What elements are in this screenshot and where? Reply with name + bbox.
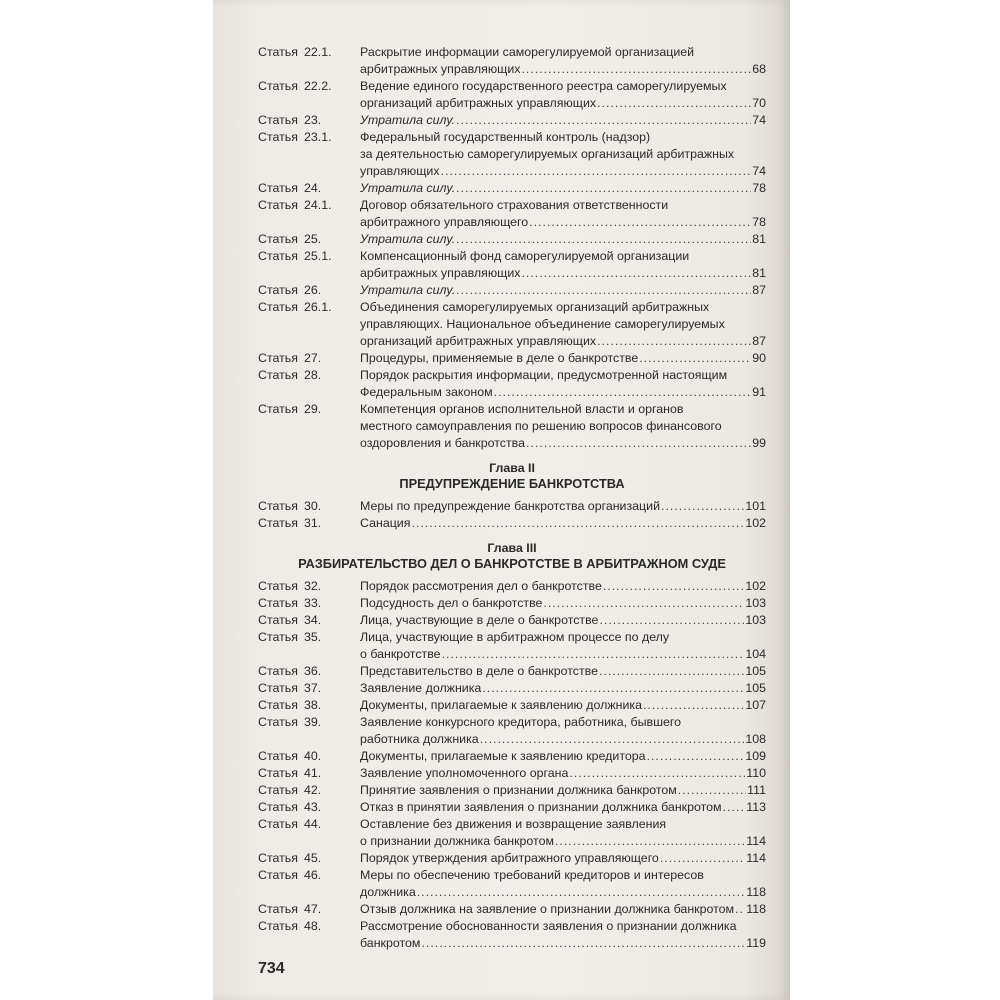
article-number: 26.: [304, 283, 322, 297]
article-label: Статья: [258, 499, 298, 513]
entry-page-number: 103: [745, 596, 766, 610]
entry-page-number: 103: [745, 613, 766, 627]
entry-last-line: [360, 833, 766, 850]
entry-last-line: [360, 595, 766, 612]
toc-entry: [258, 612, 766, 629]
entry-title-line: за деятельностью саморегулируемых организаций арбитражных: [360, 147, 735, 161]
entry-page-number: 111: [747, 783, 766, 797]
dot-leader: [411, 515, 744, 532]
entry-page-number: 105: [745, 664, 766, 678]
entry-last-line: [360, 498, 766, 515]
article-label: Статья: [258, 715, 298, 729]
entry-page-number: 113: [746, 800, 766, 814]
dot-leader: [543, 595, 744, 612]
toc-entry: [258, 629, 766, 663]
dot-leader: [456, 180, 751, 197]
article-number: 33.: [304, 596, 322, 610]
toc-entry: [258, 515, 766, 532]
entry-body: [360, 765, 766, 782]
entry-title-line: арбитражных управляющих: [360, 62, 521, 76]
entry-title-line: организаций арбитражных управляющих: [360, 334, 597, 348]
entry-title-line: Порядок утверждения арбитражного управляющего: [360, 851, 659, 865]
toc-entry: [258, 782, 766, 799]
toc-entry: [258, 578, 766, 595]
toc-entry: [258, 180, 766, 197]
toc-entry: [258, 901, 766, 918]
toc-entry: [258, 680, 766, 697]
dot-leader: [603, 578, 744, 595]
entry-last-line: [360, 515, 766, 532]
page-number: 734: [258, 960, 285, 977]
dot-leader: [456, 282, 751, 299]
entry-page-number: 87: [752, 334, 766, 348]
entry-page-number: 104: [745, 647, 766, 661]
toc-entry: [258, 367, 766, 401]
entry-last-line: [360, 231, 766, 248]
article-label: Статья: [258, 351, 298, 365]
entry-body: [360, 578, 766, 595]
entry-title-line: Отзыв должника на заявление о признании должника банкротом: [360, 902, 735, 916]
article-number: 31.: [304, 516, 322, 530]
article-number: 42.: [304, 783, 322, 797]
entry-title-line: Заявление уполномоченного органа: [360, 766, 569, 780]
article-label: Статья: [258, 902, 298, 916]
chapter-heading: [258, 460, 766, 492]
toc-entry: [258, 299, 766, 350]
article-label: Статья: [258, 300, 298, 314]
entry-page-number: 109: [745, 749, 766, 763]
entry-title-line: оздоровления и банкротства: [360, 436, 525, 450]
dot-leader: [735, 901, 745, 918]
entry-title-line: Процедуры, применяемые в деле о банкротстве: [360, 351, 639, 365]
entry-last-line: [360, 282, 766, 299]
entry-last-line: [360, 612, 766, 629]
toc-entry: [258, 44, 766, 78]
entry-title-line: Утратила силу.: [360, 181, 456, 195]
dot-leader: [647, 748, 745, 765]
article-number: 34.: [304, 613, 322, 627]
article-label: Статья: [258, 402, 298, 416]
article-number: 47.: [304, 902, 322, 916]
entry-page-number: 78: [752, 181, 766, 195]
article-label: Статья: [258, 766, 298, 780]
toc-entry: [258, 867, 766, 901]
article-label: Статья: [258, 596, 298, 610]
dot-leader: [529, 214, 751, 231]
entry-title-line: Лица, участвующие в деле о банкротстве: [360, 613, 599, 627]
entry-page-number: 101: [745, 499, 766, 513]
entry-last-line: [360, 935, 766, 952]
article-number: 36.: [304, 664, 322, 678]
entry-page-number: 114: [746, 834, 766, 848]
entry-last-line: [360, 731, 766, 748]
entry-page-number: 87: [752, 283, 766, 297]
article-number: 38.: [304, 698, 322, 712]
entry-title-line: арбитражных управляющих: [360, 266, 521, 280]
dot-leader: [521, 265, 751, 282]
entry-body: [360, 782, 766, 799]
chapter-title: РАЗБИРАТЕЛЬСТВО ДЕЛ О БАНКРОТСТВЕ В АРБИТРАЖНОМ СУДЕ: [298, 556, 726, 571]
entry-last-line: [360, 799, 766, 816]
entry-title-line: Документы, прилагаемые к заявлению должника: [360, 698, 642, 712]
dot-leader: [480, 731, 745, 748]
entry-page-number: 81: [752, 266, 766, 280]
dot-leader: [456, 112, 751, 129]
entry-title-line: Представительство в деле о банкротстве: [360, 664, 598, 678]
article-number: 41.: [304, 766, 322, 780]
dot-leader: [597, 95, 751, 112]
entry-page-number: 119: [746, 936, 766, 950]
chapter-number: Глава III: [487, 541, 537, 555]
article-number: 45.: [304, 851, 322, 865]
entry-body: [360, 816, 766, 850]
entry-title-line: работника должника: [360, 732, 479, 746]
article-number: 29.: [304, 402, 322, 416]
entry-page-number: 99: [752, 436, 766, 450]
dot-leader: [456, 231, 751, 248]
entry-last-line: [360, 61, 766, 78]
entry-body: [360, 697, 766, 714]
article-number: 26.1.: [304, 300, 332, 314]
dot-leader: [421, 935, 745, 952]
entry-last-line: [360, 646, 766, 663]
entry-title-line: о банкротстве: [360, 647, 441, 661]
entry-title-line: Федеральным законом: [360, 385, 493, 399]
dot-leader: [661, 498, 744, 515]
article-label: Статья: [258, 630, 298, 644]
article-number: 48.: [304, 919, 322, 933]
article-number: 35.: [304, 630, 322, 644]
toc-entry: [258, 231, 766, 248]
entry-title-line: Санация: [360, 516, 411, 530]
entry-title-line: Подсудность дел о банкротстве: [360, 596, 543, 610]
entry-last-line: [360, 901, 766, 918]
entry-last-line: [360, 333, 766, 350]
toc-entry: [258, 595, 766, 612]
entry-last-line: [360, 95, 766, 112]
entry-page-number: 110: [746, 766, 766, 780]
entry-title-line: Ведение единого государственного реестра саморегулируемых: [360, 79, 727, 93]
entry-title-line: Заявление конкурсного кредитора, работника, бывшего: [360, 715, 682, 729]
dot-leader: [660, 850, 745, 867]
entry-body: [360, 248, 766, 282]
article-label: Статья: [258, 851, 298, 865]
entry-last-line: [360, 850, 766, 867]
entry-last-line: [360, 350, 766, 367]
entry-title-line: Компетенция органов исполнительной власти и органов: [360, 402, 684, 416]
toc-entry: [258, 799, 766, 816]
entry-title-line: Порядок раскрытия информации, предусмотренной настоящим: [360, 368, 728, 382]
article-label: Статья: [258, 783, 298, 797]
entry-body: [360, 748, 766, 765]
entry-title-line: организаций арбитражных управляющих: [360, 96, 597, 110]
entry-last-line: [360, 435, 766, 452]
entry-body: [360, 680, 766, 697]
entry-page-number: 68: [752, 62, 766, 76]
entry-last-line: [360, 578, 766, 595]
entry-body: [360, 44, 766, 78]
article-label: Статья: [258, 800, 298, 814]
article-label: Статья: [258, 749, 298, 763]
toc-entry: [258, 816, 766, 850]
article-label: Статья: [258, 919, 298, 933]
article-label: Статья: [258, 45, 298, 59]
entry-last-line: [360, 214, 766, 231]
entry-last-line: [360, 748, 766, 765]
entry-body: [360, 612, 766, 629]
entry-page-number: 74: [752, 164, 766, 178]
entry-page-number: 81: [752, 232, 766, 246]
entry-last-line: [360, 663, 766, 680]
entry-title-line: о признании должника банкротом: [360, 834, 554, 848]
article-number: 22.2.: [304, 79, 332, 93]
toc-entry: [258, 765, 766, 782]
entry-body: [360, 498, 766, 515]
entry-title-line: Утратила силу.: [360, 113, 456, 127]
dot-leader: [678, 782, 746, 799]
article-label: Статья: [258, 579, 298, 593]
toc-entry: [258, 401, 766, 452]
dot-leader: [639, 350, 751, 367]
entry-page-number: 114: [746, 851, 766, 865]
entry-title-line: Меры по обеспечению требований кредиторов и интересов: [360, 868, 704, 882]
entry-page-number: 105: [745, 681, 766, 695]
entry-body: [360, 629, 766, 663]
chapter-title: ПРЕДУПРЕЖДЕНИЕ БАНКРОТСТВА: [399, 476, 625, 491]
entry-title-line: Федеральный государственный контроль (надзор): [360, 130, 651, 144]
toc-entry: [258, 697, 766, 714]
entry-last-line: [360, 697, 766, 714]
entry-title-line: Документы, прилагаемые к заявлению кредитора: [360, 749, 646, 763]
entry-body: [360, 663, 766, 680]
article-number: 32.: [304, 579, 322, 593]
table-of-contents: [258, 44, 766, 952]
toc-entry: [258, 197, 766, 231]
entry-last-line: [360, 112, 766, 129]
entry-body: [360, 282, 766, 299]
dot-leader: [526, 435, 751, 452]
article-number: 28.: [304, 368, 322, 382]
entry-page-number: 91: [752, 385, 766, 399]
entry-page-number: 118: [746, 885, 766, 899]
entry-last-line: [360, 180, 766, 197]
entry-last-line: [360, 765, 766, 782]
article-number: 24.1.: [304, 198, 332, 212]
toc-entry: [258, 78, 766, 112]
article-number: 23.: [304, 113, 322, 127]
article-label: Статья: [258, 130, 298, 144]
entry-title-line: должника: [360, 885, 416, 899]
article-number: 30.: [304, 499, 322, 513]
chapter-number: Глава II: [489, 461, 535, 475]
entry-page-number: 74: [752, 113, 766, 127]
article-label: Статья: [258, 79, 298, 93]
entry-title-line: Порядок рассмотрения дел о банкротстве: [360, 579, 602, 593]
article-number: 44.: [304, 817, 322, 831]
entry-body: [360, 918, 766, 952]
entry-title-line: Отказ в принятии заявления о признании должника банкротом: [360, 800, 722, 814]
entry-title-line: Утратила силу.: [360, 232, 456, 246]
article-label: Статья: [258, 113, 298, 127]
entry-body: [360, 299, 766, 350]
toc-entry: [258, 282, 766, 299]
entry-title-line: банкротом: [360, 936, 421, 950]
entry-title-line: Принятие заявления о признании должника банкротом: [360, 783, 677, 797]
toc-entry: [258, 850, 766, 867]
entry-body: [360, 515, 766, 532]
entry-title-line: Утратила силу.: [360, 283, 456, 297]
toc-entry: [258, 129, 766, 180]
toc-entry: [258, 248, 766, 282]
dot-leader: [597, 333, 751, 350]
article-label: Статья: [258, 664, 298, 678]
entry-body: [360, 901, 766, 918]
entry-body: [360, 799, 766, 816]
article-label: Статья: [258, 868, 298, 882]
article-number: 43.: [304, 800, 322, 814]
dot-leader: [643, 697, 744, 714]
entry-body: [360, 714, 766, 748]
entry-body: [360, 401, 766, 452]
entry-body: [360, 197, 766, 231]
toc-entry: [258, 714, 766, 748]
toc-entry: [258, 663, 766, 680]
entry-body: [360, 867, 766, 901]
article-label: Статья: [258, 613, 298, 627]
article-label: Статья: [258, 181, 298, 195]
article-label: Статья: [258, 368, 298, 382]
article-label: Статья: [258, 698, 298, 712]
entry-body: [360, 350, 766, 367]
entry-title-line: Рассмотрение обоснованности заявления о признании должника: [360, 919, 737, 933]
entry-page-number: 118: [746, 902, 766, 916]
article-number: 37.: [304, 681, 322, 695]
entry-title-line: местного самоуправления по решению вопросов финансового: [360, 419, 722, 433]
dot-leader: [599, 663, 744, 680]
entry-page-number: 107: [745, 698, 766, 712]
entry-page-number: 108: [745, 732, 766, 746]
article-number: 25.1.: [304, 249, 332, 263]
entry-body: [360, 231, 766, 248]
article-label: Статья: [258, 198, 298, 212]
entry-body: [360, 180, 766, 197]
article-number: 23.1.: [304, 130, 332, 144]
article-label: Статья: [258, 516, 298, 530]
entry-title-line: управляющих. Национальное объединение саморегулируемых: [360, 317, 725, 331]
toc-entry: [258, 350, 766, 367]
article-label: Статья: [258, 817, 298, 831]
toc-entry: [258, 112, 766, 129]
entry-title-line: арбитражного управляющего: [360, 215, 529, 229]
entry-last-line: [360, 265, 766, 282]
dot-leader: [442, 646, 745, 663]
toc-entry: [258, 498, 766, 515]
entry-title-line: Договор обязательного страхования ответственности: [360, 198, 669, 212]
dot-leader: [599, 612, 744, 629]
dot-leader: [521, 61, 751, 78]
article-label: Статья: [258, 681, 298, 695]
entry-title-line: управляющих: [360, 164, 440, 178]
entry-last-line: [360, 163, 766, 180]
dot-leader: [569, 765, 745, 782]
entry-title-line: Раскрытие информации саморегулируемой организацией: [360, 45, 695, 59]
entry-title-line: Объединения саморегулируемых организаций арбитражных: [360, 300, 710, 314]
entry-title-line: Заявление должника: [360, 681, 482, 695]
entry-last-line: [360, 384, 766, 401]
chapter-heading: [258, 540, 766, 572]
dot-leader: [441, 163, 752, 180]
dot-leader: [494, 384, 752, 401]
entry-body: [360, 367, 766, 401]
article-number: 40.: [304, 749, 322, 763]
dot-leader: [723, 799, 746, 816]
entry-body: [360, 850, 766, 867]
article-number: 46.: [304, 868, 322, 882]
entry-page-number: 102: [745, 579, 766, 593]
entry-page-number: 102: [745, 516, 766, 530]
article-label: Статья: [258, 283, 298, 297]
entry-page-number: 90: [752, 351, 766, 365]
entry-last-line: [360, 884, 766, 901]
toc-entry: [258, 748, 766, 765]
entry-title-line: Меры по предупреждение банкротства организаций: [360, 499, 660, 513]
entry-page-number: 78: [752, 215, 766, 229]
article-number: 25.: [304, 232, 322, 246]
toc-entry: [258, 918, 766, 952]
dot-leader: [482, 680, 744, 697]
article-label: Статья: [258, 232, 298, 246]
article-number: 39.: [304, 715, 322, 729]
article-number: 22.1.: [304, 45, 332, 59]
entry-title-line: Лица, участвующие в арбитражном процессе по делу: [360, 630, 670, 644]
entry-title-line: Оставление без движения и возвращение заявления: [360, 817, 667, 831]
entry-title-line: Компенсационный фонд саморегулируемой организации: [360, 249, 690, 263]
entry-body: [360, 595, 766, 612]
article-number: 27.: [304, 351, 322, 365]
entry-page-number: 70: [752, 96, 766, 110]
article-label: Статья: [258, 249, 298, 263]
entry-body: [360, 112, 766, 129]
dot-leader: [417, 884, 746, 901]
entry-body: [360, 78, 766, 112]
entry-body: [360, 129, 766, 180]
entry-last-line: [360, 680, 766, 697]
entry-last-line: [360, 782, 766, 799]
dot-leader: [555, 833, 745, 850]
article-number: 24.: [304, 181, 322, 195]
